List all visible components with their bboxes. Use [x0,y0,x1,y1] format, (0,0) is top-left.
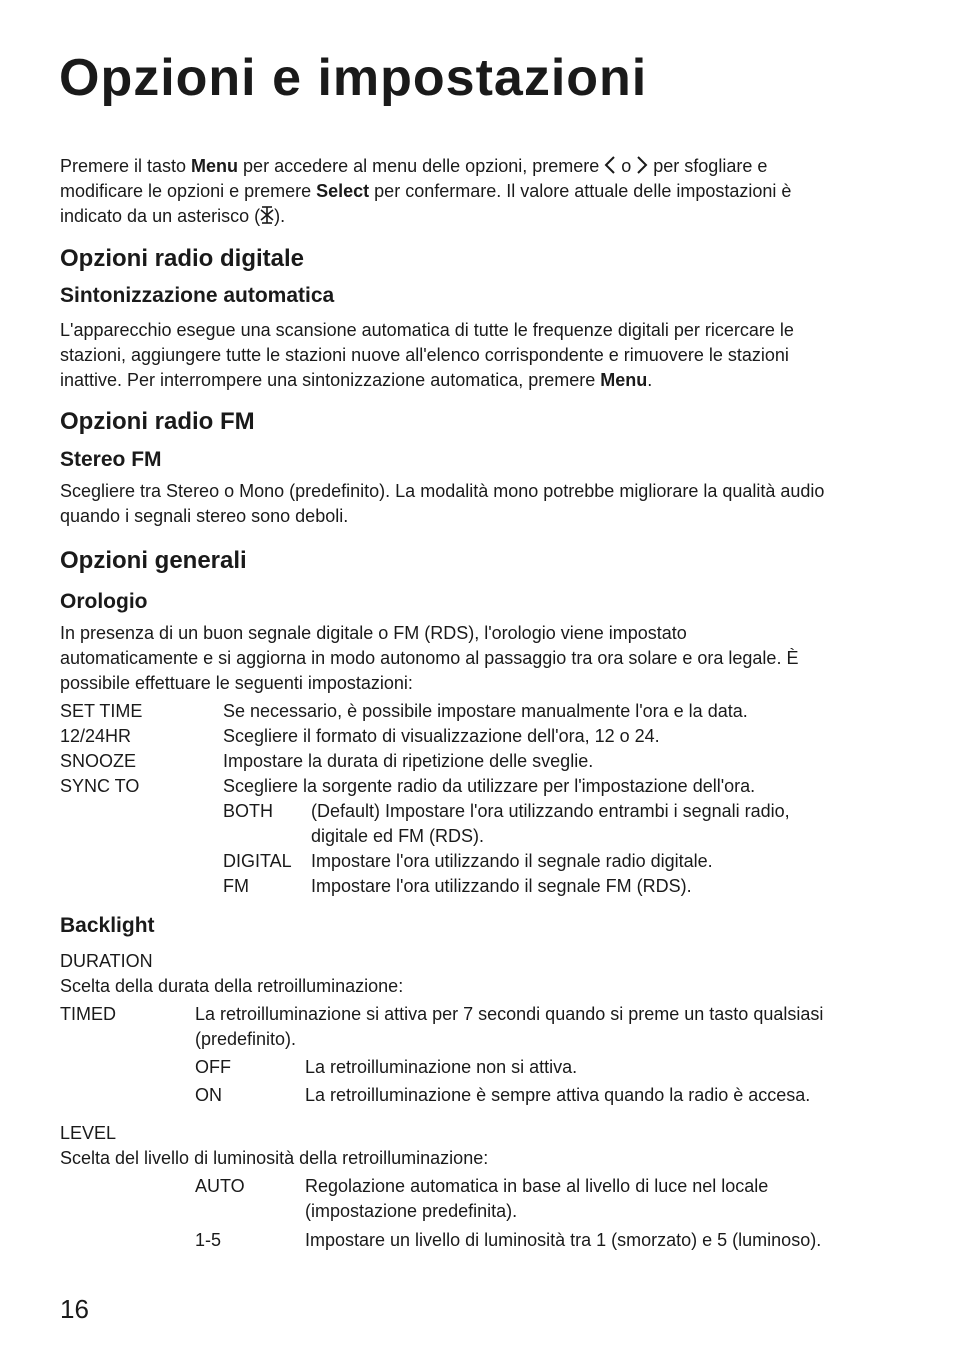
setting-value: La retroilluminazione non si attiva. [305,1057,578,1077]
level-label: LEVEL [60,1123,117,1143]
select-key-label: Select [316,181,370,201]
intro-text: ). [274,206,286,226]
page-title: Opzioni e impostazioni [59,49,648,107]
setting-key: ON [195,1085,222,1105]
paragraph-line: L'apparecchio esegue una scansione automatica di tutte le frequenze digitali per ricercare le [60,320,794,340]
section-heading-general: Opzioni generali [60,547,247,574]
setting-value: Scegliere il formato di visualizzazione dell'ora, 12 o 24. [223,726,660,746]
sync-value: Impostare l'ora utilizzando il segnale radio digitale. [311,851,713,871]
paragraph-line: Scegliere tra Stereo o Mono (predefinito). La modalità mono potrebbe migliorare la qualità audio [60,481,825,501]
sync-value: digitale ed FM (RDS). [311,826,485,846]
paragraph-line: quando i segnali stereo sono deboli. [60,506,349,526]
setting-value: (impostazione predefinita). [305,1201,518,1221]
sync-key: FM [223,876,249,896]
subheading-auto-tune: Sintonizzazione automatica [60,284,335,307]
setting-key: SNOOZE [60,751,137,771]
intro-line-2 [60,179,905,204]
setting-key: OFF [195,1057,231,1077]
page-number: 16 [60,1294,89,1324]
menu-key-label: Menu [191,156,239,176]
intro-line-3 [60,204,905,229]
setting-key: 1-5 [195,1230,222,1250]
paragraph-line: possibile effettuare le seguenti impostazioni: [60,673,413,693]
subheading-clock: Orologio [60,590,148,613]
paragraph-line: stazioni, aggiungere tutte le stazioni nuove all'elenco corrispondente e rimuovere le stazioni [60,345,789,365]
setting-value: Impostare la durata di ripetizione delle sveglie. [223,751,594,771]
paragraph-line: In presenza di un buon segnale digitale o FM (RDS), l'orologio viene impostato [60,623,687,643]
asterisk-icon [260,205,274,225]
setting-value: Regolazione automatica in base al livello di luce nel locale [305,1176,769,1196]
section-heading-fm: Opzioni radio FM [60,408,255,435]
chevron-left-icon [604,155,616,175]
setting-key: SET TIME [60,701,143,721]
paragraph-text: inattive. Per interrompere una sintonizzazione automatica, premere [60,370,601,390]
intro-line-1 [60,154,905,179]
setting-key: AUTO [195,1176,245,1196]
intro-text: per accedere al menu delle opzioni, premere [238,156,605,176]
setting-key: 12/24HR [60,726,132,746]
sync-value: Impostare l'ora utilizzando il segnale FM (RDS). [311,876,692,896]
setting-value: (predefinito). [195,1029,297,1049]
sync-key: DIGITAL [223,851,292,871]
intro-text: Premere il tasto [60,156,192,176]
intro-text: indicato da un asterisco ( [60,206,261,226]
setting-value: La retroilluminazione è sempre attiva quando la radio è accesa. [305,1085,811,1105]
sync-value: (Default) Impostare l'ora utilizzando entrambi i segnali radio, [311,801,790,821]
paragraph-line: automaticamente e si aggiorna in modo autonomo al passaggio tra ora solare e ora legale. È [60,648,799,668]
intro-text: modificare le opzioni e premere [60,181,317,201]
setting-value: Impostare un livello di luminosità tra 1 (smorzato) e 5 (luminoso). [305,1230,822,1250]
section-heading-digital: Opzioni radio digitale [60,245,305,272]
setting-value: Scegliere la sorgente radio da utilizzare per l'impostazione dell'ora. [223,776,756,796]
setting-value: Se necessario, è possibile impostare manualmente l'ora e la data. [223,701,748,721]
setting-key: TIMED [60,1004,116,1024]
chevron-right-icon [636,155,648,175]
paragraph-text: . [647,370,653,390]
setting-value: La retroilluminazione si attiva per 7 secondi quando si preme un tasto qualsiasi [195,1004,824,1024]
sync-key: BOTH [223,801,274,821]
duration-description: Scelta della durata della retroilluminazione: [60,976,404,996]
paragraph-line [60,368,905,393]
menu-key-label: Menu [600,370,648,390]
intro-text: o [616,156,637,176]
level-description: Scelta del livello di luminosità della retroilluminazione: [60,1148,489,1168]
duration-label: DURATION [60,951,153,971]
setting-key: SYNC TO [60,776,140,796]
intro-text: per sfogliare e [648,156,768,176]
intro-text: per confermare. Il valore attuale delle impostazioni è [369,181,792,201]
subheading-stereo-fm: Stereo FM [60,448,162,471]
subheading-backlight: Backlight [60,914,155,937]
